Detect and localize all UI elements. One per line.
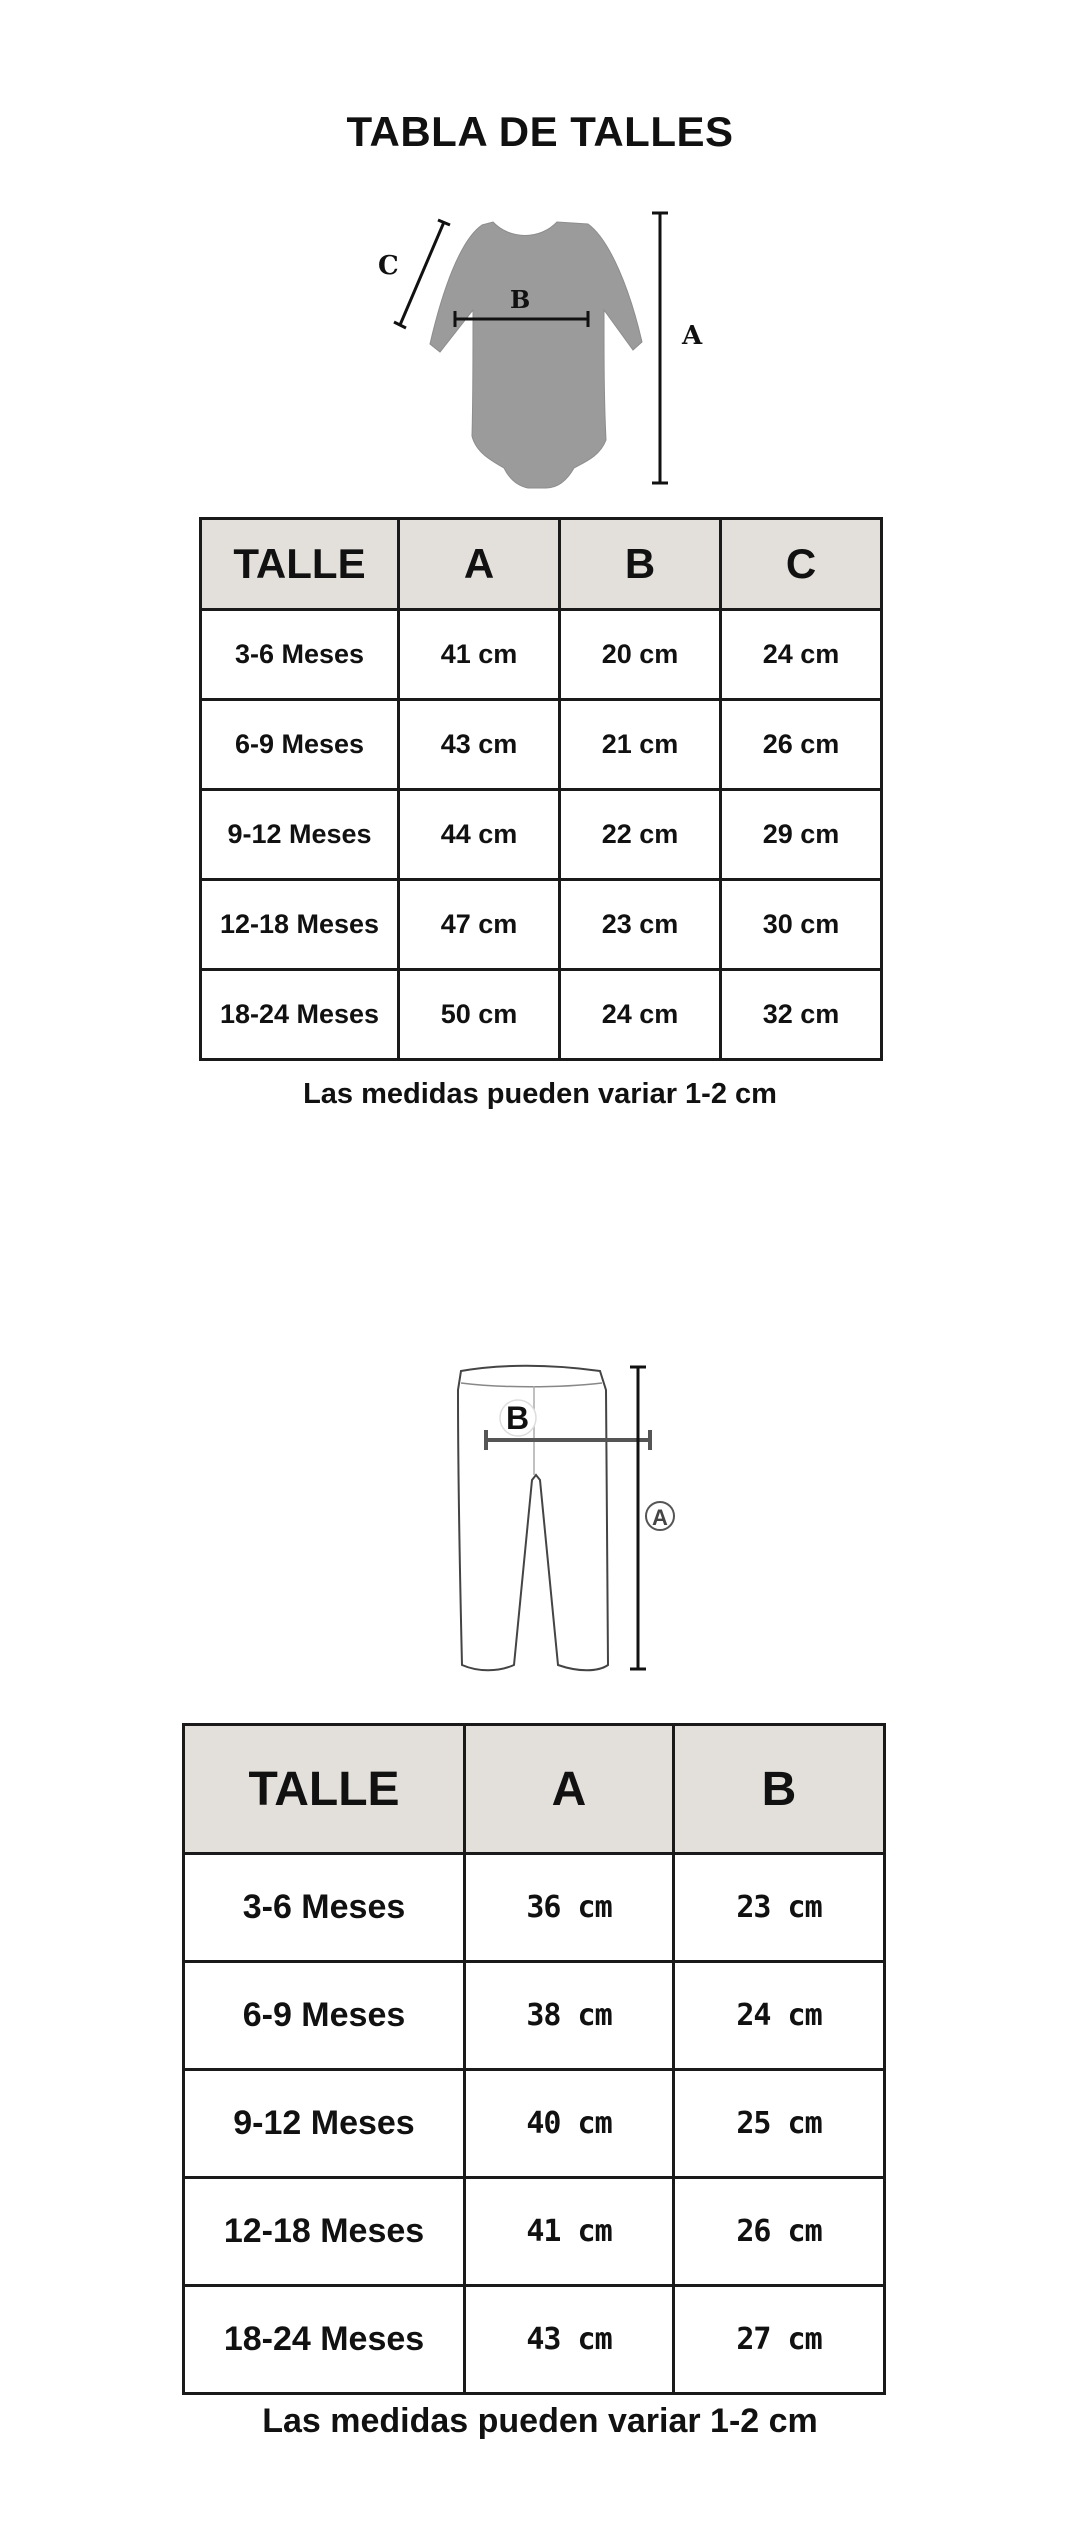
pants-note: Las medidas pueden variar 1-2 cm <box>262 2402 818 2440</box>
label-b: B <box>510 285 531 314</box>
cell-b: 23 cm <box>674 1854 885 1962</box>
cell-c: 32 cm <box>721 970 882 1060</box>
cell-a: 47 cm <box>399 880 560 970</box>
bodysuit-note: Las medidas pueden variar 1-2 cm <box>303 1078 777 1110</box>
label-a: A <box>652 1505 668 1530</box>
header-c: C <box>721 519 882 610</box>
cell-size: 6-9 Meses <box>201 700 399 790</box>
cell-b: 21 cm <box>560 700 721 790</box>
table-row <box>201 700 882 790</box>
cell-b: 24 cm <box>674 1962 885 2070</box>
pants-size-table <box>182 1723 886 2395</box>
pants-illustration <box>430 1360 690 1680</box>
header-talle: TALLE <box>184 1725 465 1854</box>
cell-b: 24 cm <box>560 970 721 1060</box>
cell-size: 12-18 Meses <box>201 880 399 970</box>
cell-size: 9-12 Meses <box>184 2070 465 2178</box>
table-row <box>184 1962 885 2070</box>
cell-b: 23 cm <box>560 880 721 970</box>
header-a: A <box>465 1725 674 1854</box>
table-row <box>184 2286 885 2394</box>
header-a: A <box>399 519 560 610</box>
cell-c: 29 cm <box>721 790 882 880</box>
cell-b: 20 cm <box>560 610 721 700</box>
table-row <box>184 1854 885 1962</box>
table-header-row <box>201 519 882 610</box>
table-row <box>184 2178 885 2286</box>
cell-a: 41 cm <box>465 2178 674 2286</box>
label-b: B <box>506 1400 530 1436</box>
cell-b: 22 cm <box>560 790 721 880</box>
table-row <box>201 880 882 970</box>
label-a: A <box>682 321 703 351</box>
bodysuit-illustration <box>360 200 720 490</box>
table-row <box>201 970 882 1060</box>
cell-size: 3-6 Meses <box>184 1854 465 1962</box>
header-talle: TALLE <box>201 519 399 610</box>
cell-size: 9-12 Meses <box>201 790 399 880</box>
cell-size: 3-6 Meses <box>201 610 399 700</box>
cell-c: 24 cm <box>721 610 882 700</box>
cell-a: 50 cm <box>399 970 560 1060</box>
page-title: TABLA DE TALLES <box>346 108 734 155</box>
cell-a: 38 cm <box>465 1962 674 2070</box>
cell-a: 43 cm <box>465 2286 674 2394</box>
cell-b: 25 cm <box>674 2070 885 2178</box>
cell-a: 43 cm <box>399 700 560 790</box>
cell-a: 36 cm <box>465 1854 674 1962</box>
header-b: B <box>560 519 721 610</box>
table-row <box>184 2070 885 2178</box>
cell-c: 26 cm <box>721 700 882 790</box>
table-row <box>201 610 882 700</box>
cell-size: 18-24 Meses <box>201 970 399 1060</box>
header-b: B <box>674 1725 885 1854</box>
table-row <box>201 790 882 880</box>
cell-size: 18-24 Meses <box>184 2286 465 2394</box>
cell-size: 12-18 Meses <box>184 2178 465 2286</box>
bodysuit-shape <box>430 222 642 488</box>
cell-a: 40 cm <box>465 2070 674 2178</box>
cell-b: 26 cm <box>674 2178 885 2286</box>
cell-a: 41 cm <box>399 610 560 700</box>
cell-c: 30 cm <box>721 880 882 970</box>
table-header-row <box>184 1725 885 1854</box>
cell-b: 27 cm <box>674 2286 885 2394</box>
cell-size: 6-9 Meses <box>184 1962 465 2070</box>
cell-a: 44 cm <box>399 790 560 880</box>
bodysuit-size-table <box>199 517 883 1061</box>
label-c: C <box>378 251 399 281</box>
